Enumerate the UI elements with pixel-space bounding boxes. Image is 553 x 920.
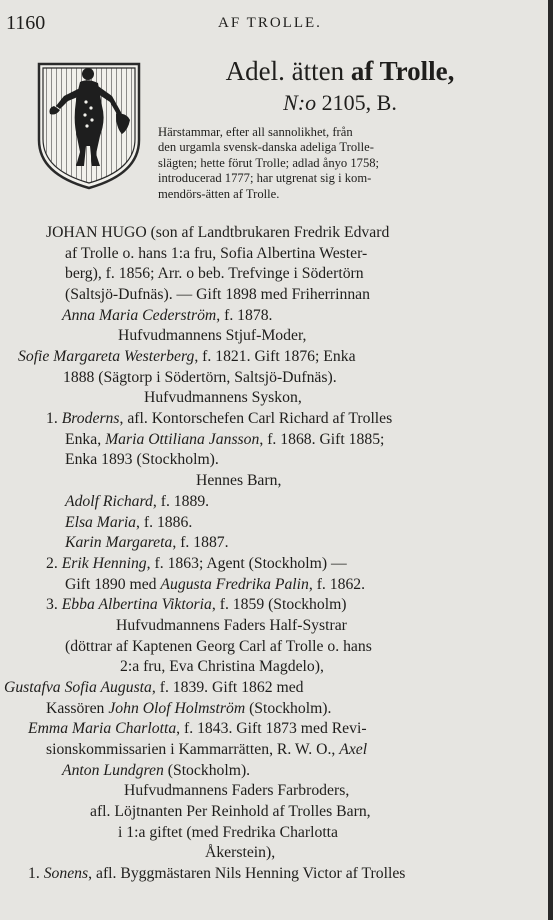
italic-name: Anton Lundgren <box>62 761 164 779</box>
title-prefix: Adel. ätten <box>225 56 351 86</box>
coat-of-arms-icon <box>36 62 142 190</box>
text-segment: 1888 (Sägtorp i Södertörn, Saltsjö-Dufnäs). <box>63 368 337 386</box>
text-line <box>65 638 372 656</box>
italic-name: Sofie Margareta Westerberg <box>18 348 195 366</box>
intro-paragraph <box>158 125 525 202</box>
italic-name: Emma Maria Charlotta <box>28 720 177 738</box>
text-line <box>205 844 275 862</box>
text-line <box>46 224 389 242</box>
text-segment: 1. <box>46 410 62 428</box>
text-segment: (döttrar af Kaptenen Georg Carl af Trolle o. hans <box>65 637 372 655</box>
text-segment: Enka 1893 (Stockholm). <box>65 451 219 469</box>
text-segment: Hufvudmannens Syskon, <box>144 389 302 407</box>
text-segment: , f. 1843. Gift 1873 med Revi- <box>176 720 367 738</box>
text-line <box>90 803 371 821</box>
page-number: 1160 <box>6 12 46 34</box>
text-line <box>62 762 250 780</box>
italic-name: Ebba Albertina Viktoria <box>61 596 212 614</box>
text-segment: af Trolle o. hans 1:a fru, Sofia Albertina Wester- <box>65 244 368 262</box>
text-segment: , f. 1821. Gift 1876; Enka <box>194 348 356 366</box>
text-segment: Hennes Barn, <box>196 472 282 490</box>
text-line <box>144 389 302 407</box>
text-segment: , f. 1889. <box>152 492 210 510</box>
italic-name: John Olof Holmström <box>108 699 246 717</box>
text-segment: Kassören <box>46 699 109 717</box>
text-segment: , f. 1839. Gift 1862 med <box>151 678 304 696</box>
title-name: af Trolle, <box>350 56 455 86</box>
intro-line: den urgamla svensk-danska adeliga Trolle- <box>158 140 374 155</box>
text-segment: , f. 1886. <box>136 513 193 531</box>
text-segment: 3. <box>46 596 62 614</box>
text-segment: Åkerstein), <box>205 844 276 862</box>
text-segment: (Stockholm). <box>163 761 251 779</box>
text-line <box>28 865 405 883</box>
text-segment: i 1:a giftet (med Fredrika Charlotta <box>118 823 338 841</box>
text-line <box>116 617 347 635</box>
text-line <box>65 493 209 511</box>
text-line <box>65 265 364 283</box>
italic-name: Augusta Fredrika Palin <box>160 575 309 593</box>
text-segment: , afl. Kontorschefen Carl Richard af Trolles <box>119 410 393 428</box>
text-segment: 1. <box>28 865 44 883</box>
family-title <box>150 56 530 87</box>
italic-name: Anna Maria Cederström <box>62 306 217 324</box>
text-line <box>46 741 367 759</box>
text-line <box>120 658 324 676</box>
italic-name: Erik Henning <box>61 554 147 572</box>
text-segment: , f. 1878. <box>216 306 273 324</box>
text-segment: Enka, <box>65 430 106 448</box>
text-segment: Hufvudmannens Faders Half-Systrar <box>116 616 347 634</box>
text-segment: , f. 1863; Agent (Stockholm) — <box>146 554 347 572</box>
text-line <box>18 348 356 366</box>
intro-line: mendörs-ätten af Trolle. <box>158 186 280 201</box>
intro-line: introducerad 1777; har utgrenat sig i kom- <box>158 171 372 186</box>
italic-name: Axel <box>339 741 368 758</box>
text-line <box>118 327 306 345</box>
text-line <box>28 720 367 738</box>
text-segment: , f. 1868. Gift 1885; <box>259 430 385 448</box>
text-line <box>46 700 331 718</box>
italic-name: Sonens <box>43 865 89 883</box>
text-line <box>124 782 349 800</box>
intro-line: Härstammar, efter all sannolikhet, från <box>158 125 353 139</box>
text-line <box>196 472 281 490</box>
italic-name: Broderns <box>61 410 120 428</box>
text-line <box>46 555 347 573</box>
running-head: AF TROLLE. <box>218 15 322 31</box>
text-line <box>63 369 337 387</box>
text-line <box>65 245 367 263</box>
text-segment: JOHAN HUGO (son af Landtbrukaren Fredrik Edvard <box>46 224 390 241</box>
text-line <box>118 824 338 842</box>
text-line <box>65 286 370 304</box>
page-header <box>0 12 553 34</box>
text-segment: 2. <box>46 554 62 572</box>
family-number <box>150 90 530 116</box>
text-segment: , afl. Byggmästaren Nils Henning Victor af Trolles <box>88 865 406 883</box>
text-segment: (Saltsjö-Dufnäs). — Gift 1898 med Friherrinnan <box>65 286 370 304</box>
text-segment: Hufvudmannens Stjuf-Moder, <box>118 327 307 345</box>
text-line <box>62 307 272 325</box>
text-line <box>46 596 347 614</box>
italic-name: Gustafva Sofia Augusta <box>4 678 152 696</box>
number-label: N:o <box>283 90 317 115</box>
number-value: 2105, B. <box>316 90 397 115</box>
text-segment: berg), f. 1856; Arr. o beb. Trefvinge i Södertörn <box>65 265 364 283</box>
text-segment: , f. 1862. <box>308 575 366 593</box>
text-segment: afl. Löjtnanten Per Reinhold af Trolles Barn, <box>90 803 371 821</box>
text-segment: Gift 1890 med <box>65 575 161 593</box>
text-segment: 2:a fru, Eva Christina Magdelo), <box>120 658 324 676</box>
italic-name: Adolf Richard <box>65 492 153 510</box>
text-line <box>65 576 365 594</box>
text-line <box>65 534 229 552</box>
text-line <box>46 410 392 428</box>
scan-edge <box>548 0 553 920</box>
text-segment: , f. 1887. <box>172 534 229 552</box>
text-line <box>65 514 192 532</box>
text-segment: , f. 1859 (Stockholm) <box>211 596 347 614</box>
italic-name: Maria Ottiliana Jansson <box>105 430 260 448</box>
italic-name: Elsa Maria <box>65 513 137 531</box>
text-line <box>4 679 304 697</box>
text-segment: sionskommissarien i Kammarrätten, R. W. O., <box>46 741 340 758</box>
text-segment: (Stockholm). <box>245 699 332 717</box>
text-segment: Hufvudmannens Faders Farbroders, <box>124 782 350 800</box>
text-line <box>65 451 219 469</box>
intro-line: slägten; hette förut Trolle; adlad ånyo 1758; <box>158 155 380 170</box>
text-line <box>65 431 384 449</box>
italic-name: Karin Margareta <box>65 534 173 552</box>
